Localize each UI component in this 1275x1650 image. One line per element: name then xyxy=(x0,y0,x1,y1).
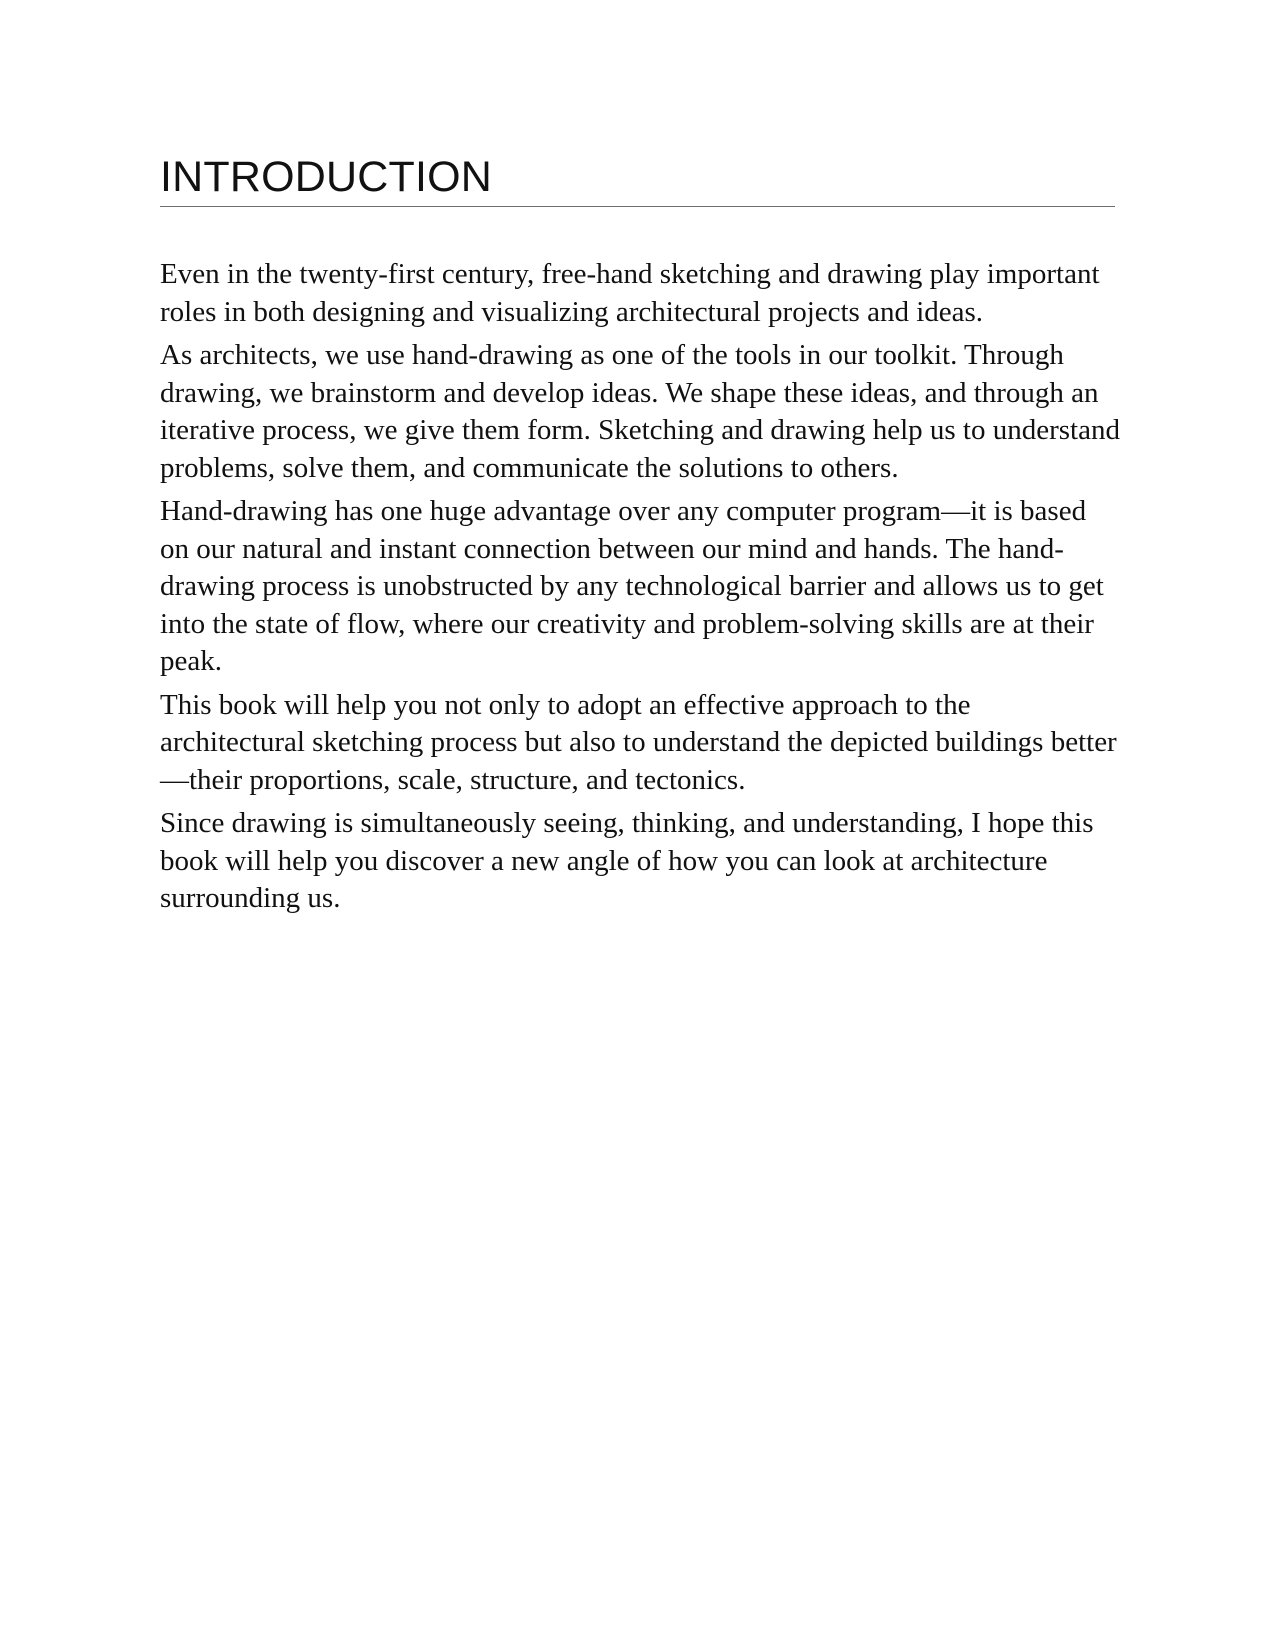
paragraph: This book will help you not only to adopt an effective approach to the architectural sketching process but also to understand the depicted buildings better—their proportions, scale, structure, and tectonics. xyxy=(160,688,1117,796)
paragraph: Even in the twenty-first century, free-hand sketching and drawing play important roles in both designing and visualizing architectural projects and ideas. xyxy=(160,258,1100,328)
paragraph: Since drawing is simultaneously seeing, thinking, and understanding, I hope this book will help you discover a new angle of how you can look at architecture surrounding us. xyxy=(160,807,1094,914)
body-text xyxy=(160,256,1120,924)
page-title: INTRODUCTION xyxy=(160,152,1115,207)
paragraph: Hand-drawing has one huge advantage over any computer program—it is based on our natural and instant connection between our mind and hands. The hand-drawing process is unobstructed by any technological barrier and allows us to get into the state of flow, where our creativity and problem-solving skills are at their peak. xyxy=(160,495,1104,677)
paragraph: As architects, we use hand-drawing as one of the tools in our toolkit. Through drawing, we brainstorm and develop ideas. We shape these ideas, and through an iterative process, we give them form. Sketching and drawing help us to understand problems, solve them, and communicate the solutions to others. xyxy=(160,339,1120,484)
